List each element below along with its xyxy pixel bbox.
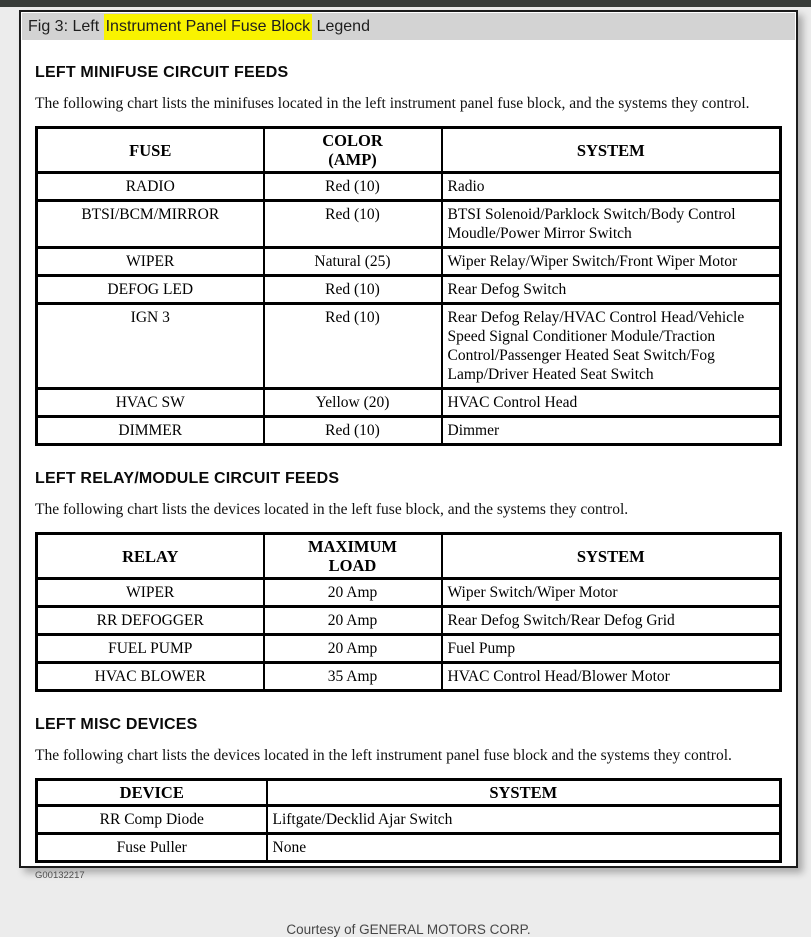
- window-top-strip: [0, 0, 811, 7]
- system-cell: BTSI Solenoid/Parklock Switch/Body Control Moudle/Power Mirror Switch: [442, 201, 781, 248]
- col-header-relay: RELAY: [37, 534, 264, 579]
- relay-cell: WIPER: [37, 579, 264, 607]
- relay-cell: RR DEFOGGER: [37, 607, 264, 635]
- system-cell: HVAC Control Head/Blower Motor: [442, 663, 781, 691]
- system-cell: Wiper Switch/Wiper Motor: [442, 579, 781, 607]
- fuse-cell: IGN 3: [37, 304, 264, 389]
- color-amp-cell: Red (10): [264, 201, 442, 248]
- courtesy-credit: Courtesy of GENERAL MOTORS CORP.: [286, 922, 531, 937]
- load-cell: 35 Amp: [264, 663, 442, 691]
- system-cell: Liftgate/Decklid Ajar Switch: [267, 806, 781, 834]
- table-row: [37, 806, 781, 834]
- load-cell: 20 Amp: [264, 579, 442, 607]
- color-amp-cell: Natural (25): [264, 248, 442, 276]
- fuse-cell: DIMMER: [37, 417, 264, 445]
- table-row: [37, 276, 781, 304]
- figure-title-suffix: Legend: [312, 17, 370, 35]
- device-header-row: [37, 780, 781, 806]
- table-row: [37, 834, 781, 862]
- section-intro-minifuse: The following chart lists the minifuses located in the left instrument panel fuse block, and the systems they control.: [35, 95, 750, 112]
- load-cell: 20 Amp: [264, 607, 442, 635]
- section-heading-relay-module: LEFT RELAY/MODULE CIRCUIT FEEDS: [35, 470, 340, 487]
- relay-header-row: [37, 534, 781, 579]
- col-header-system: SYSTEM: [442, 534, 781, 579]
- system-cell: Dimmer: [442, 417, 781, 445]
- figure-page: [19, 10, 798, 937]
- table-row: [37, 201, 781, 248]
- table-row: [37, 417, 781, 445]
- figure-id: G00132217: [35, 870, 85, 881]
- system-cell: Rear Defog Switch/Rear Defog Grid: [442, 607, 781, 635]
- device-cell: Fuse Puller: [37, 834, 267, 862]
- table-row: [37, 173, 781, 201]
- col-header-device: DEVICE: [37, 780, 267, 806]
- system-cell: Rear Defog Switch: [442, 276, 781, 304]
- relay-cell: HVAC BLOWER: [37, 663, 264, 691]
- color-amp-cell: Red (10): [264, 173, 442, 201]
- table-row: [37, 579, 781, 607]
- system-cell: None: [267, 834, 781, 862]
- color-amp-cell: Yellow (20): [264, 389, 442, 417]
- system-cell: Fuel Pump: [442, 635, 781, 663]
- misc-devices-table: [35, 778, 782, 863]
- system-cell: Rear Defog Relay/HVAC Control Head/Vehicle Speed Signal Conditioner Module/Traction Control/Passenger Heated Seat Switch/Fog Lamp/Driver Heated Seat Switch: [442, 304, 781, 389]
- section-intro-relay-module: The following chart lists the devices located in the left fuse block, and the systems they control.: [35, 501, 629, 518]
- col-header-fuse: FUSE: [37, 128, 264, 173]
- system-cell: HVAC Control Head: [442, 389, 781, 417]
- relay-cell: FUEL PUMP: [37, 635, 264, 663]
- minifuse-header-row: [37, 128, 781, 173]
- col-header-color-amp: COLOR (AMP): [264, 128, 442, 173]
- color-amp-cell: Red (10): [264, 276, 442, 304]
- fuse-cell: WIPER: [37, 248, 264, 276]
- figure-title-highlight: Instrument Panel Fuse Block: [104, 14, 313, 40]
- table-row: [37, 607, 781, 635]
- load-cell: 20 Amp: [264, 635, 442, 663]
- fuse-cell: HVAC SW: [37, 389, 264, 417]
- minifuse-table: [35, 126, 782, 446]
- fuse-cell: DEFOG LED: [37, 276, 264, 304]
- table-row: [37, 304, 781, 389]
- table-row: [37, 635, 781, 663]
- fuse-cell: BTSI/BCM/MIRROR: [37, 201, 264, 248]
- table-row: [37, 663, 781, 691]
- section-heading-minifuse: LEFT MINIFUSE CIRCUIT FEEDS: [35, 64, 289, 81]
- col-header-system: SYSTEM: [267, 780, 781, 806]
- section-intro-misc-devices: The following chart lists the devices located in the left instrument panel fuse block and the systems they control.: [35, 747, 732, 764]
- figure-content: [21, 64, 796, 937]
- section-heading-misc-devices: LEFT MISC DEVICES: [35, 716, 198, 733]
- relay-module-table: [35, 532, 782, 692]
- table-row: [37, 389, 781, 417]
- system-cell: Radio: [442, 173, 781, 201]
- device-cell: RR Comp Diode: [37, 806, 267, 834]
- col-header-maximum-load: MAXIMUM LOAD: [264, 534, 442, 579]
- color-amp-cell: Red (10): [264, 304, 442, 389]
- fuse-cell: RADIO: [37, 173, 264, 201]
- system-cell: Wiper Relay/Wiper Switch/Front Wiper Motor: [442, 248, 781, 276]
- color-amp-cell: Red (10): [264, 417, 442, 445]
- col-header-system: SYSTEM: [442, 128, 781, 173]
- table-row: [37, 248, 781, 276]
- figure-title-bar: [22, 13, 795, 40]
- figure-title-prefix: Fig 3: Left: [28, 17, 104, 35]
